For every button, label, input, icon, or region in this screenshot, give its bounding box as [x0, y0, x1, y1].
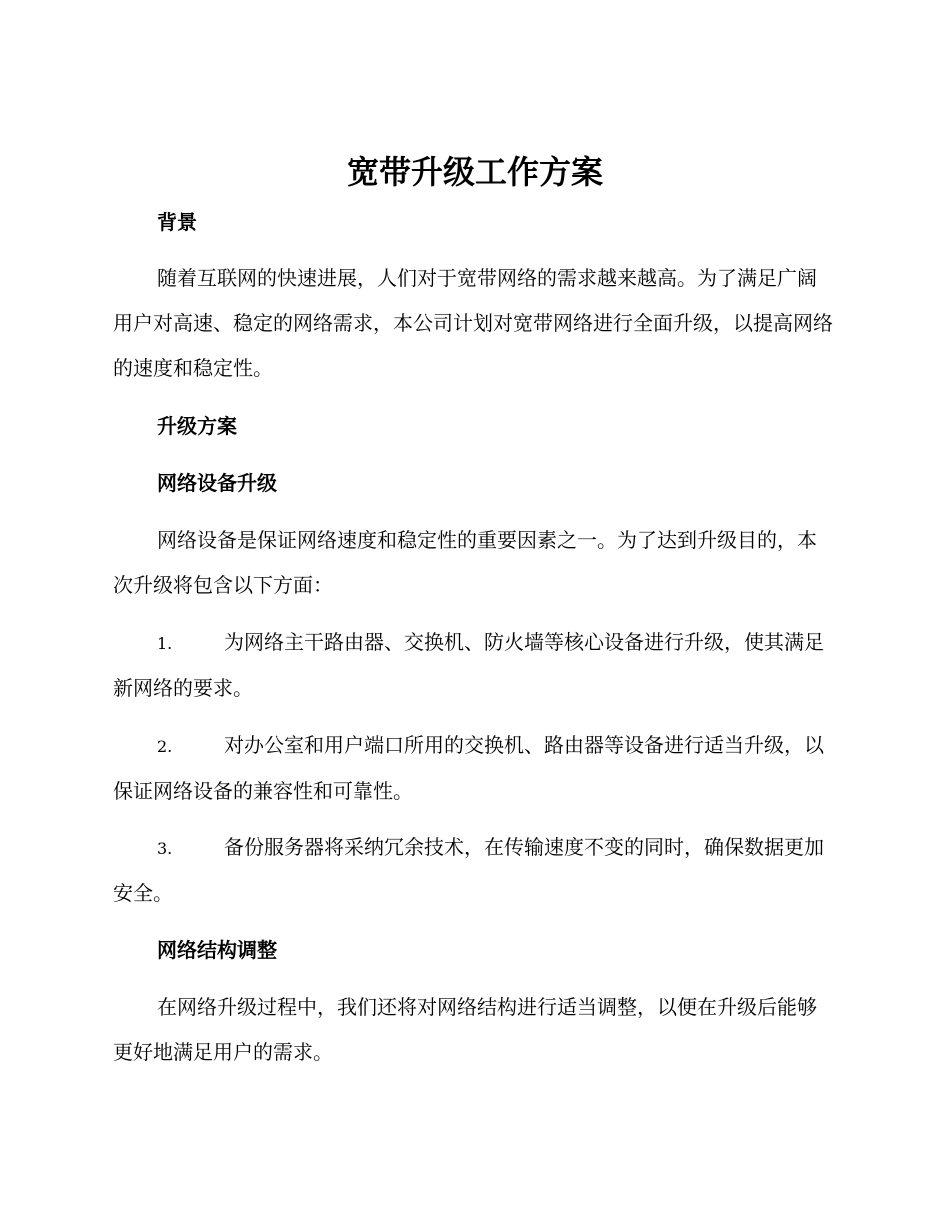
list-item-text: 备份服务器将采纳冗余技术，在传输速度不变的同时，确保数据更加安全。 — [113, 835, 824, 905]
section-heading-background: 背景 — [157, 210, 197, 234]
list-item — [113, 620, 835, 711]
list-item — [113, 723, 835, 814]
document-title: 宽带升级工作方案 — [346, 153, 603, 191]
list-item-text: 对办公室和用户端口所用的交换机、路由器等设备进行适当升级，以保证网络设备的兼容性和可靠性。 — [113, 733, 824, 803]
list-item-number: 2. — [157, 737, 173, 756]
structure-paragraph: 在网络升级过程中，我们还将对网络结构进行适当调整，以便在升级后能够更好地满足用户的需求。 — [113, 995, 817, 1064]
section-heading-structure: 网络结构调整 — [157, 938, 277, 962]
list-item-text: 为网络主干路由器、交换机、防火墙等核心设备进行升级，使其满足新网络的要求。 — [113, 630, 824, 700]
list-item-number: 3. — [157, 839, 173, 858]
list-item-number: 1. — [157, 634, 173, 653]
equipment-paragraph: 网络设备是保证网络速度和稳定性的重要因素之一。为了达到升级目的，本次升级将包含以下方面： — [113, 528, 817, 597]
background-paragraph: 随着互联网的快速进展，人们对于宽带网络的需求越来越高。为了满足广阔用户对高速、稳定的网络需求，本公司计划对宽带网络进行全面升级，以提高网络的速度和稳定性。 — [113, 266, 833, 380]
section-heading-equipment: 网络设备升级 — [157, 471, 277, 495]
list-item — [113, 825, 835, 916]
section-heading-plan: 升级方案 — [157, 414, 237, 438]
